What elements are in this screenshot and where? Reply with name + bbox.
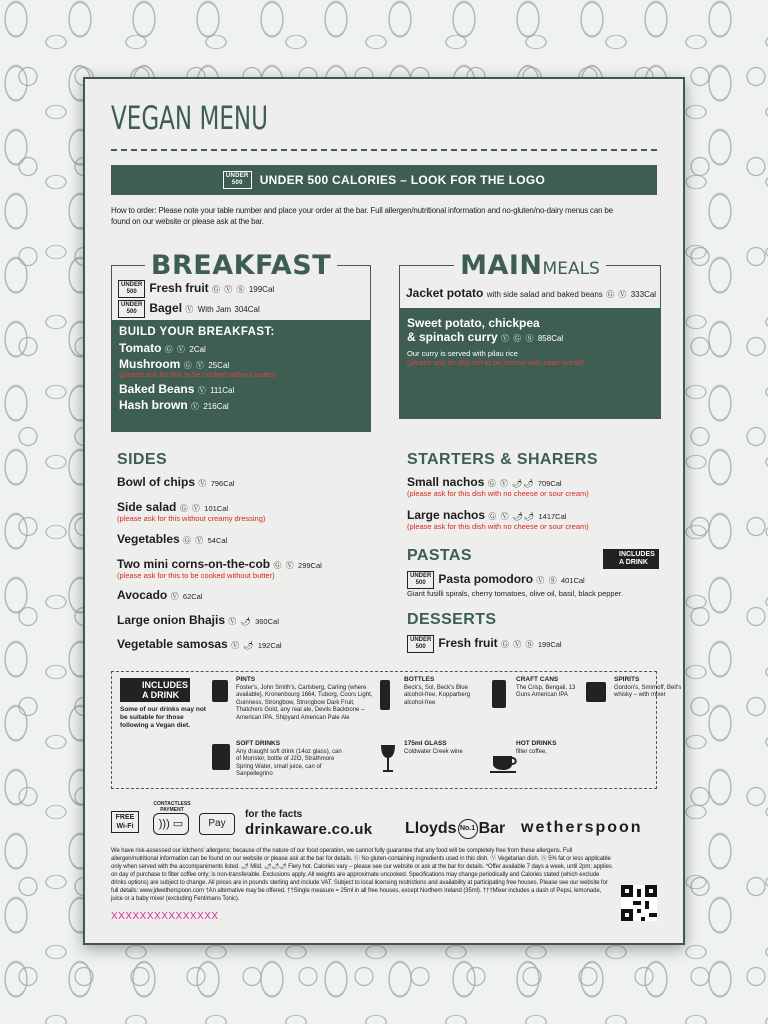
starter-item: Large nachos Ⓖ Ⓥ 🌶🌶 1417Cal (please ask for this dish with no cheese or sour cream) <box>407 508 589 531</box>
spirit-glass-icon <box>586 682 606 702</box>
main-item: Jacket potato with side salad and baked beans Ⓖ Ⓥ 333Cal <box>406 286 657 300</box>
mushroom-note: (please ask for this to be cooked without butter) <box>119 370 277 379</box>
drinkaware-tagline: for the facts <box>245 809 303 820</box>
under-500-logo: UNDER 500 <box>223 171 252 189</box>
apple-pay-logo: Pay <box>199 813 235 835</box>
menu-card <box>83 77 685 945</box>
pastas-heading: PASTAS <box>407 547 472 564</box>
side-item: Bowl of chips Ⓥ 796Cal <box>117 475 235 489</box>
contactless-icon: ))) ▭ <box>153 813 189 835</box>
soft-drinks-info: SOFT DRINKS Any draught soft drink (14oz glass), can of Monster, bottle of J2O, Strathmore Spring Water, small juice, can of Sanpellegrino <box>236 740 342 777</box>
wine-info: 175ml GLASS Coldwater Creek wine <box>404 740 463 755</box>
how-to-order-text: How to order: Please note your table number and place your order at the bar. Full allergen/nutritional information and no-gluten/no-dairy menus can be found on our website or please ask at the bar. <box>111 206 613 226</box>
qr-code[interactable] <box>621 885 657 921</box>
side-item: Two mini corns-on-the-cob Ⓖ Ⓥ 299Cal (please ask for this to be cooked without butter) <box>117 557 322 580</box>
side-item: Vegetables Ⓖ Ⓥ 54Cal <box>117 532 228 546</box>
under-500-banner-text: UNDER 500 CALORIES – LOOK FOR THE LOGO <box>259 173 546 187</box>
includes-drink-badge: INCLUDES A DRINK <box>603 549 659 569</box>
legal-text: We have risk-assessed our kitchens' allergens; because of the nature of our food operation, we cannot fully guarantee that any food will be completely free from these allergens. Full allergen/nutritional information can be found on our website or please ask at the bar for details. Ⓖ No gluten-containing ingredients used in this dish. Ⓥ Vegetarian dish. Ⓢ 5% fat or less applicable only when served with the accompaniments listed. 🌶 Mild. 🌶🌶🌶 Fiery hot. Calories vary – please see our website or ask at the bar for details. *Offer available 7 days a week, until 2pm; applies on day of purchase to filter coffee only; is non-transferable. Exclusions apply. All weights are approximate uncooked. Specifications may change periodically and Calories stated (which exclude drinks options) are subject to change. All prices are in pounds sterling and include VAT. Subject to local licensing restrictions and availability at participating free houses. Please see our website for full details: www.jdwetherspoon.com †An alternative may be offered. ††Single measure = 25ml in all free houses, except Northern Ireland (35ml). †††Mixer includes a dash of Pepsi, lemonade, juice or a baby mixer (excluding Fentimans Tonic). <box>111 848 612 902</box>
drinks-warning: Some of our drinks may not be suitable for those following a Vegan diet. <box>120 706 206 729</box>
title-divider <box>111 149 657 151</box>
curry-name-line1: Sweet potato, chickpea <box>407 316 540 330</box>
pasta-item: UNDER 500 Pasta pomodoro Ⓥ Ⓢ 401Cal Giant fusilli spirals, cherry tomatoes, olive oil, basil, black pepper. <box>407 572 623 598</box>
build-item: Baked Beans Ⓥ 111Cal <box>119 382 235 396</box>
meals-heading: MEALS <box>543 259 606 279</box>
desserts-heading: DESSERTS <box>407 611 497 628</box>
under-500-banner <box>111 165 657 195</box>
sides-heading: SIDES <box>117 451 168 468</box>
coffee-cup-icon <box>490 754 520 774</box>
bottle-icon <box>380 680 390 710</box>
bottles-info: BOTTLES Beck's, Sol, Beck's Blue alcohol-free, Kopparberg alcohol-free <box>404 676 471 706</box>
side-item: Large onion Bhajis Ⓥ 🌶 360Cal <box>117 613 279 627</box>
build-item: Hash brown Ⓥ 216Cal <box>119 398 229 412</box>
side-item: Avocado Ⓥ 62Cal <box>117 588 203 602</box>
build-breakfast-heading: BUILD YOUR BREAKFAST: <box>119 326 275 338</box>
curry-panel <box>400 308 660 418</box>
build-item: Tomato Ⓖ Ⓥ 2Cal <box>119 341 206 355</box>
hot-drinks-info: HOT DRINKS filter coffee, <box>516 740 557 755</box>
side-item: Side salad Ⓖ Ⓥ 101Cal (please ask for this without creamy dressing) <box>117 500 266 523</box>
build-item: Mushroom Ⓖ Ⓥ 25Cal <box>119 357 230 371</box>
pints-info: PINTS Foster's, John Smith's, Carlsberg, Carling (where available), Kronenbourg 1664, Tuborg, Coors Light, Guinness, Strongbow, Strongbow Dark Fruit, Thatchers Gold, any real ale, Devils Backbone – American IPA, Shipyard American Pale Ale <box>236 676 373 721</box>
contactless-label: CONTACTLESS PAYMENT <box>153 801 191 813</box>
craft-cans-info: CRAFT CANS The Crisp, Bengali, 13 Guns American IPA <box>516 676 576 698</box>
curry-name-line2: & spinach curry Ⓥ Ⓖ Ⓢ 858Cal <box>407 330 564 344</box>
starters-heading: STARTERS & SHARERS <box>407 451 598 468</box>
main-meals-box <box>399 250 661 419</box>
code-placeholder: XXXXXXXXXXXXXXX <box>111 911 219 922</box>
main-heading: MAIN <box>454 250 548 281</box>
can-icon <box>492 680 506 708</box>
menu-title: VEGAN MENU <box>111 99 269 137</box>
curry-note: Our curry is served with pilau rice <box>407 349 518 358</box>
drinks-box <box>111 671 682 789</box>
pint-glass-icon <box>212 680 228 702</box>
dessert-item: UNDER 500 Fresh fruit Ⓖ Ⓥ Ⓢ 199Cal <box>407 635 562 653</box>
includes-drink-badge: INCLUDES A DRINK <box>120 678 190 702</box>
side-item: Vegetable samosas Ⓥ 🌶 192Cal <box>117 637 282 651</box>
breakfast-item: UNDER 500 Fresh fruit Ⓖ Ⓥ Ⓢ 199Cal <box>118 280 368 298</box>
breakfast-box <box>111 250 371 432</box>
starter-item: Small nachos Ⓖ Ⓥ 🌶🌶 709Cal (please ask for this dish with no cheese or sour cream) <box>407 475 589 498</box>
free-wifi-logo: FREE Wi-Fi <box>111 811 139 833</box>
wetherspoon-logo: wetherspoon <box>521 819 643 836</box>
breakfast-heading: BREAKFAST <box>145 250 337 281</box>
soft-drink-icon <box>212 744 230 770</box>
lloyds-logo: Lloyds No.1 Bar <box>405 820 506 838</box>
drinkaware-url: drinkaware.co.uk <box>245 821 373 838</box>
wine-glass-icon <box>380 744 396 774</box>
build-breakfast-panel <box>112 320 370 431</box>
breakfast-item: UNDER 500 Bagel Ⓥ With Jam 304Cal <box>118 300 368 318</box>
curry-red-note: (please ask for this not to be served with naan bread) <box>407 358 584 367</box>
spirits-info: SPIRITS Gordon's, Smirnoff, Bell's whisky – with mixer <box>614 676 682 698</box>
